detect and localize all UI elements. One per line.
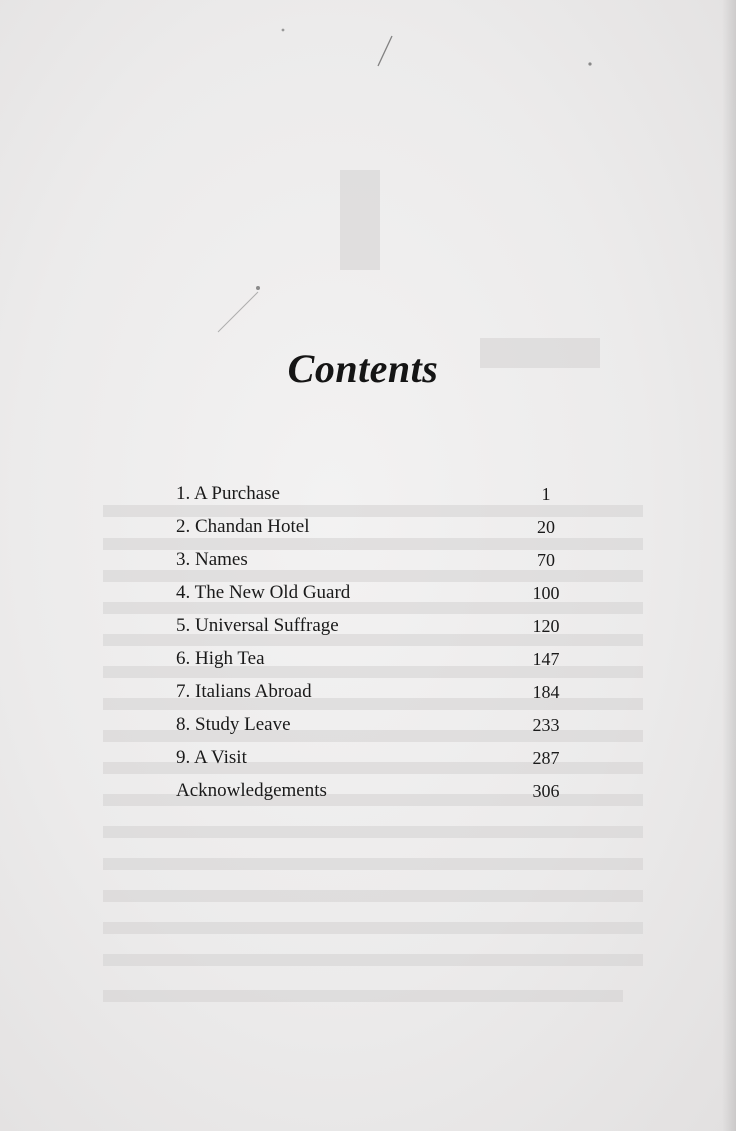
- page-title: Contents: [287, 345, 439, 391]
- toc-entry: [176, 678, 576, 711]
- toc-entry-page: 184: [532, 682, 560, 702]
- toc-entry: [176, 645, 576, 678]
- toc-entry: [176, 612, 576, 645]
- toc-entry: [176, 744, 576, 777]
- toc-entry-label: 7. Italians Abroad: [176, 681, 312, 702]
- toc-entry-page: 100: [532, 583, 560, 603]
- toc-entry-page: 1: [541, 484, 551, 504]
- toc-entry-label: 1. A Purchase: [176, 483, 280, 504]
- table-of-contents: [176, 480, 576, 810]
- toc-entry: [176, 579, 576, 612]
- toc-entry-label: 8. Study Leave: [176, 714, 291, 735]
- toc-entry-label: 9. A Visit: [176, 747, 247, 768]
- toc-entry: [176, 777, 576, 810]
- toc-entry-label: 6. High Tea: [176, 648, 265, 669]
- toc-entry-page: 306: [532, 781, 560, 801]
- toc-entry-page: 70: [537, 550, 555, 570]
- toc-entry-label: 3. Names: [176, 549, 248, 570]
- toc-entry-page: 120: [532, 616, 560, 636]
- toc-entry-label: 4. The New Old Guard: [176, 582, 351, 603]
- toc-entry-label: 5. Universal Suffrage: [176, 615, 339, 636]
- toc-entry-page: 147: [532, 649, 560, 669]
- toc-entry-page: 287: [532, 748, 560, 768]
- toc-entry: [176, 480, 576, 513]
- page-edge-shadow: [722, 0, 736, 1131]
- toc-entry: [176, 546, 576, 579]
- toc-entry: [176, 513, 576, 546]
- toc-entry-label: 2. Chandan Hotel: [176, 516, 310, 537]
- toc-entry-page: 20: [537, 517, 555, 537]
- toc-entry-label: Acknowledgements: [176, 780, 327, 801]
- toc-entry-page: 233: [532, 715, 560, 735]
- toc-entry: [176, 711, 576, 744]
